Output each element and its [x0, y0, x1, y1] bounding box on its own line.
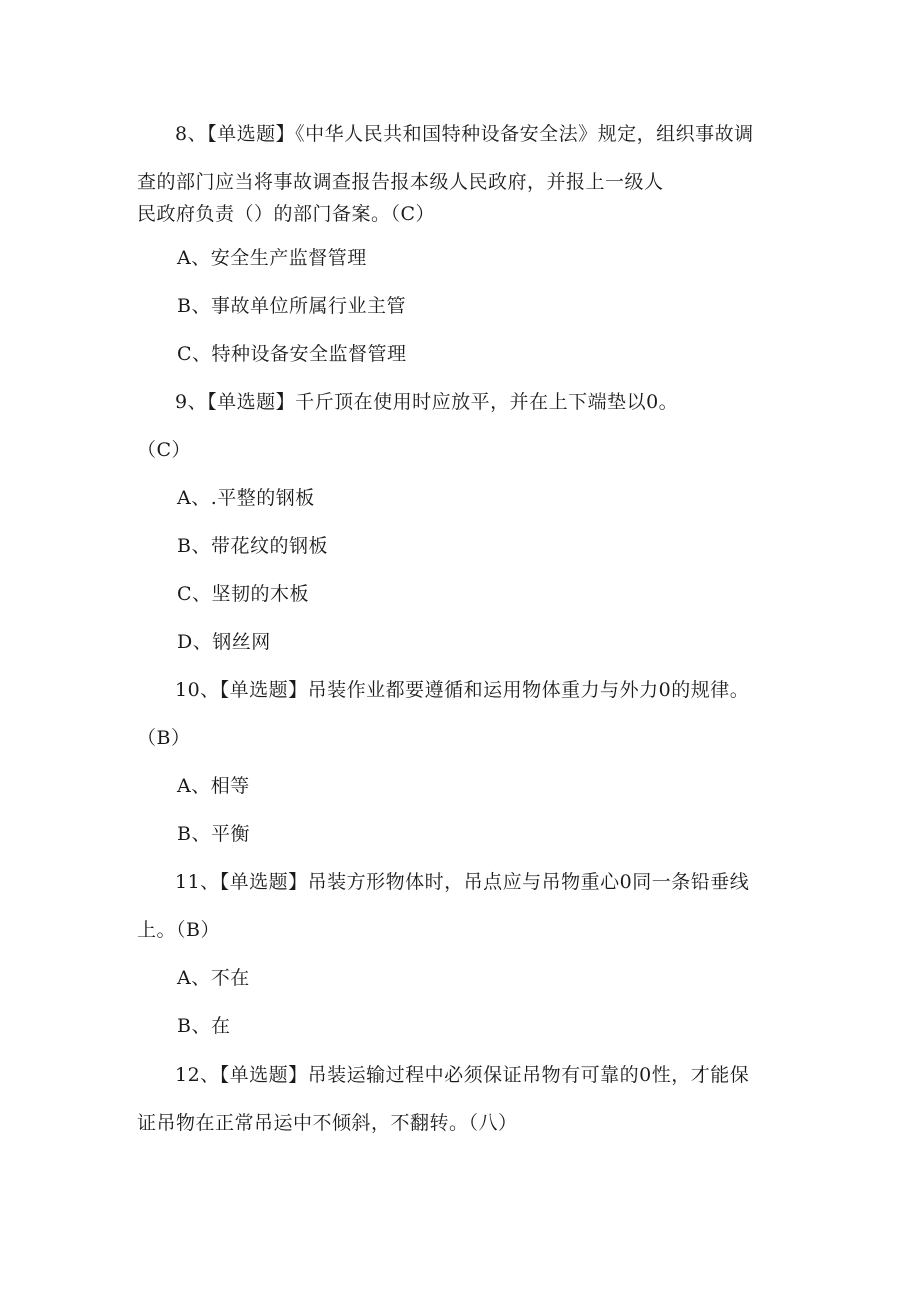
question-9-option-c: C、坚韧的木板 — [177, 583, 310, 605]
question-11-option-a: A、不在 — [177, 967, 250, 989]
question-9-text: 9、【单选题】千斤顶在使用时应放平，并在上下端垫以0。 — [175, 391, 679, 413]
question-8-option-b: B、事故单位所属行业主管 — [177, 295, 406, 317]
question-11-text-cont: 上。（B） — [137, 919, 220, 941]
question-12-text-cont: 证吊物在正常吊运中不倾斜，不翻转。（八） — [137, 1112, 518, 1134]
question-10-option-b: B、平衡 — [177, 823, 250, 845]
question-9-option-a: A、.平整的钢板 — [177, 487, 315, 509]
question-11-text: 11、【单选题】吊装方形物体时，吊点应与吊物重心0同一条铅垂线 — [175, 871, 750, 893]
question-8-text: 8、【单选题】《中华人民共和国特种设备安全法》规定，组织事故调 — [175, 123, 754, 145]
question-8-text-cont: 查的部门应当将事故调查报告报本级人民政府，并报上一级人 — [137, 171, 664, 193]
question-10-option-a: A、相等 — [177, 775, 250, 797]
question-12-text: 12、【单选题】吊装运输过程中必须保证吊物有可靠的0性，才能保 — [175, 1064, 750, 1086]
question-10-answer: （B） — [137, 727, 191, 749]
question-9-answer: （C） — [137, 439, 192, 461]
question-8-text-cont: 民政府负责（）的部门备案。（C） — [137, 203, 436, 225]
question-8-option-c: C、特种设备安全监督管理 — [177, 343, 407, 365]
question-11-option-b: B、在 — [177, 1015, 231, 1037]
question-8-option-a: A、安全生产监督管理 — [177, 247, 367, 269]
question-10-text: 10、【单选题】吊装作业都要遵循和运用物体重力与外力0的规律。 — [175, 679, 750, 701]
question-9-option-b: B、带花纹的钢板 — [177, 535, 328, 557]
question-9-option-d: D、钢丝网 — [177, 631, 271, 653]
